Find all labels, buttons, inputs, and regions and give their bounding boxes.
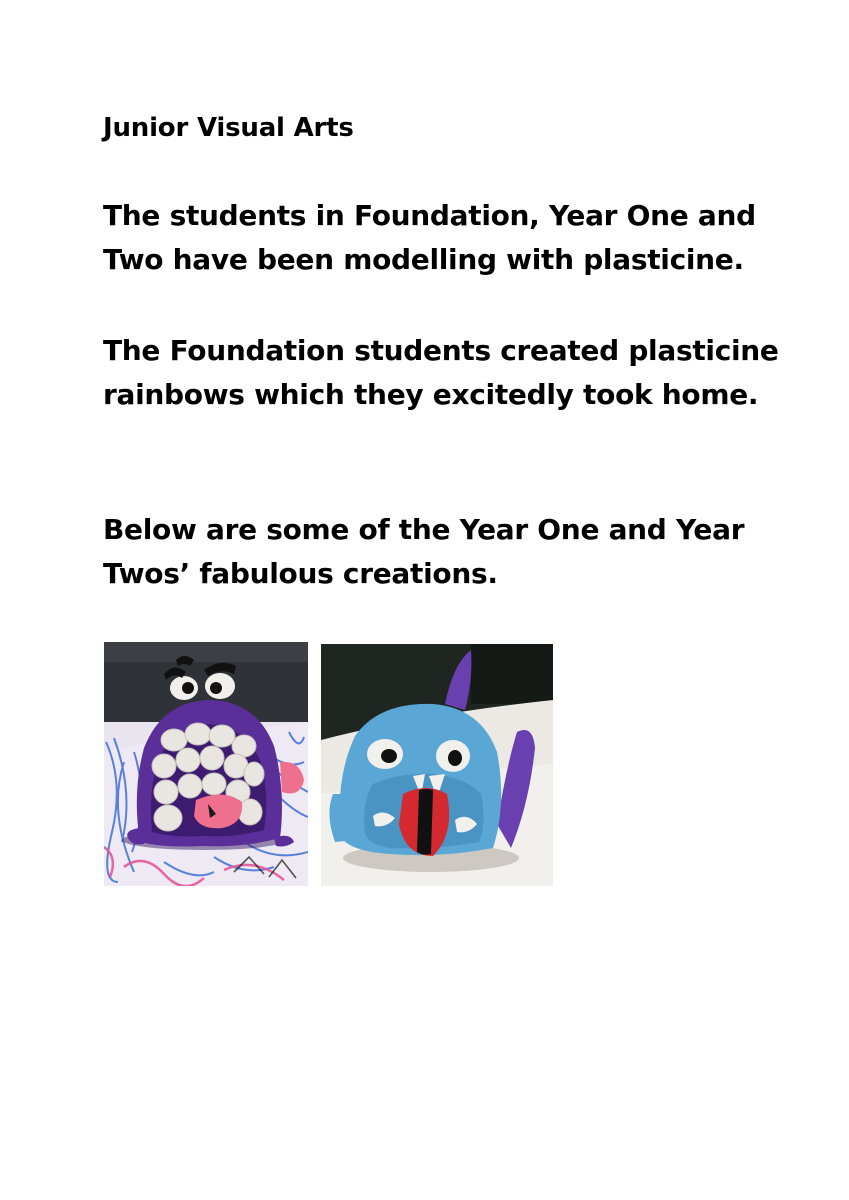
purple-monster-photo bbox=[104, 642, 308, 886]
blue-plasticine-monster-icon bbox=[321, 644, 553, 886]
paragraph-foundation-rainbows: The Foundation students created plasticine rainbows which they excitedly took home. bbox=[103, 334, 779, 411]
purple-plasticine-monster-icon bbox=[104, 642, 308, 886]
page-heading: Junior Visual Arts bbox=[103, 113, 354, 143]
blue-monster-photo bbox=[321, 644, 553, 886]
paragraph-modelling: The students in Foundation, Year One and Two have been modelling with plasticine. bbox=[103, 199, 756, 276]
paragraph-creations: Below are some of the Year One and Year Twos’ fabulous creations. bbox=[103, 513, 745, 590]
